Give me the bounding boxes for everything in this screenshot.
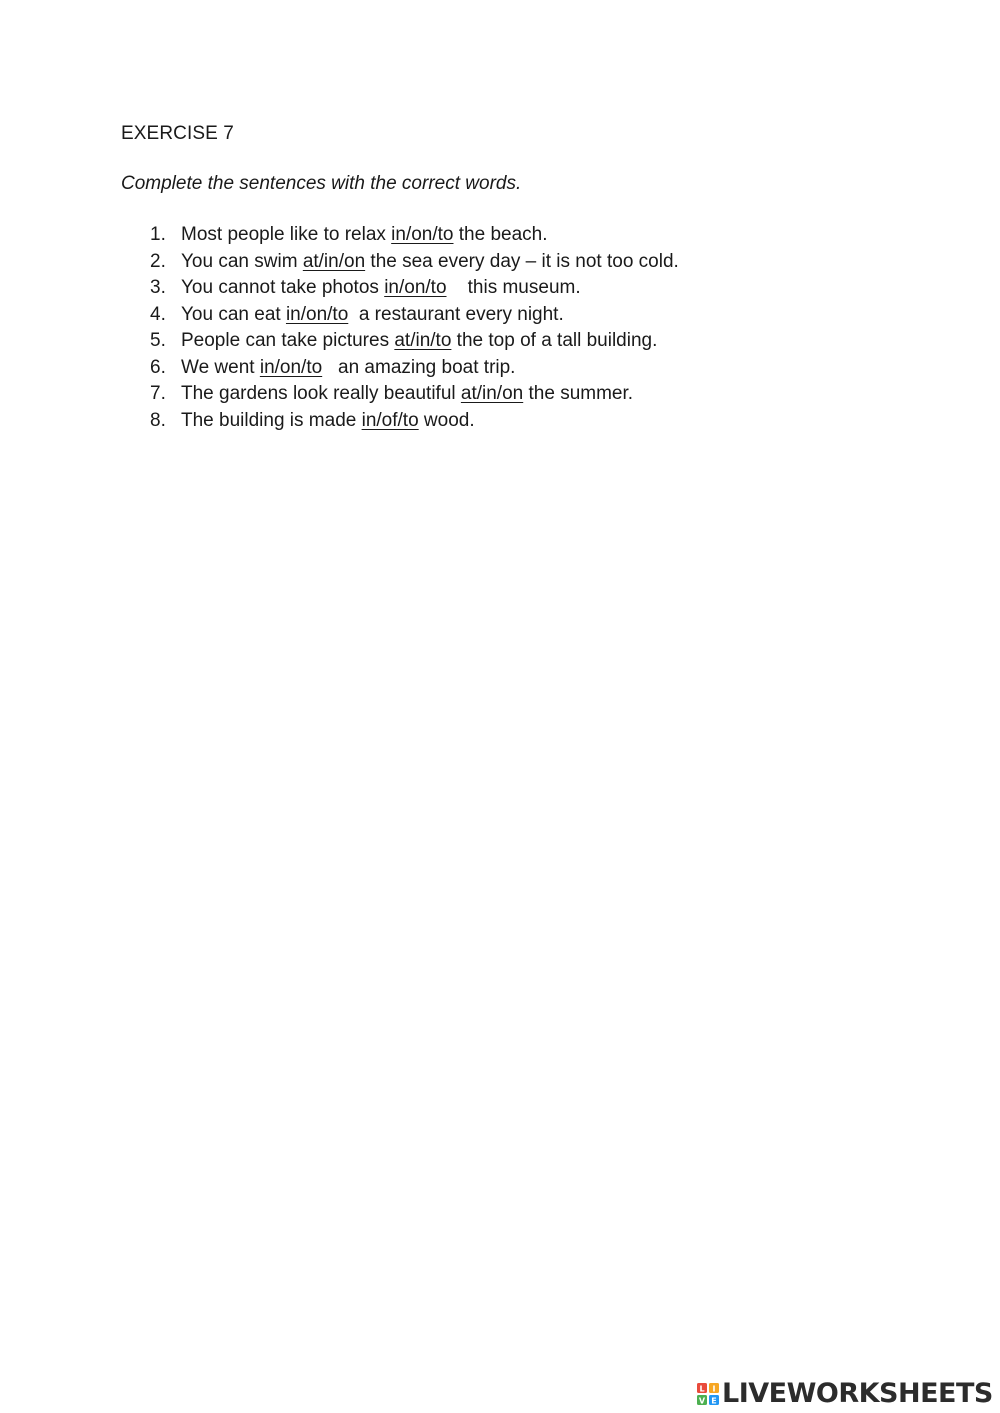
item-number: 3. <box>150 277 166 298</box>
logo-mark-letter-v: V <box>698 1396 706 1405</box>
item-options[interactable]: in/on/to <box>259 356 323 378</box>
liveworksheets-logo-text: LIVEWORKSHEETS <box>722 1378 993 1409</box>
exercise-item-3 <box>150 276 679 303</box>
exercise-item-4 <box>150 303 679 330</box>
item-text-after: an amazing boat trip. <box>322 356 516 378</box>
item-text-after: the beach. <box>453 224 548 245</box>
item-number: 5. <box>150 330 166 351</box>
exercise-instructions: Complete the sentences with the correct words. <box>121 173 522 194</box>
item-text-before: People can take pictures <box>181 330 395 351</box>
item-text-before: The building is made <box>181 409 362 431</box>
exercise-title: EXERCISE 7 <box>121 123 234 144</box>
liveworksheets-logo <box>697 1378 993 1410</box>
exercise-item-1 <box>150 223 679 250</box>
exercise-item-5 <box>150 329 679 356</box>
item-number: 2. <box>150 250 166 272</box>
logo-mark-letter-l: L <box>699 1384 705 1394</box>
item-number: 8. <box>150 409 166 431</box>
exercise-list <box>150 223 679 435</box>
item-text-after: the summer. <box>523 383 634 404</box>
item-options[interactable]: at/in/on <box>460 383 524 404</box>
item-text-after: wood. <box>418 409 475 431</box>
item-number: 6. <box>150 356 166 378</box>
item-options[interactable]: in/on/to <box>384 277 447 298</box>
exercise-item-2 <box>150 250 679 277</box>
exercise-item-8 <box>150 409 679 436</box>
item-options[interactable]: in/on/to <box>391 224 454 245</box>
item-text-after: a restaurant every night. <box>348 303 564 325</box>
item-text-before: You can swim <box>181 250 303 272</box>
item-options[interactable]: at/in/to <box>394 330 452 351</box>
item-number: 7. <box>150 383 166 404</box>
item-text-after: the top of a tall building. <box>451 330 658 351</box>
item-text-before: You cannot take photos <box>181 277 385 298</box>
item-text-before: The gardens look really beautiful <box>181 383 461 404</box>
logo-mark-letter-i: I <box>712 1384 716 1394</box>
exercise-item-7 <box>150 382 679 409</box>
item-text-after: this museum. <box>446 277 581 298</box>
item-text-before: You can eat <box>181 303 286 325</box>
item-text-before: We went <box>181 356 260 378</box>
item-number: 4. <box>150 303 166 325</box>
item-text-after: the sea every day – it is not too cold. <box>365 250 679 272</box>
item-options[interactable]: at/in/on <box>302 250 366 272</box>
liveworksheets-logo-icon <box>697 1383 719 1405</box>
logo-mark-letter-e: E <box>711 1396 717 1405</box>
item-text-before: Most people like to relax <box>181 224 392 245</box>
item-options[interactable]: in/of/to <box>361 409 419 431</box>
item-options[interactable]: in/on/to <box>285 303 349 325</box>
item-number: 1. <box>150 224 166 245</box>
exercise-item-6 <box>150 356 679 383</box>
